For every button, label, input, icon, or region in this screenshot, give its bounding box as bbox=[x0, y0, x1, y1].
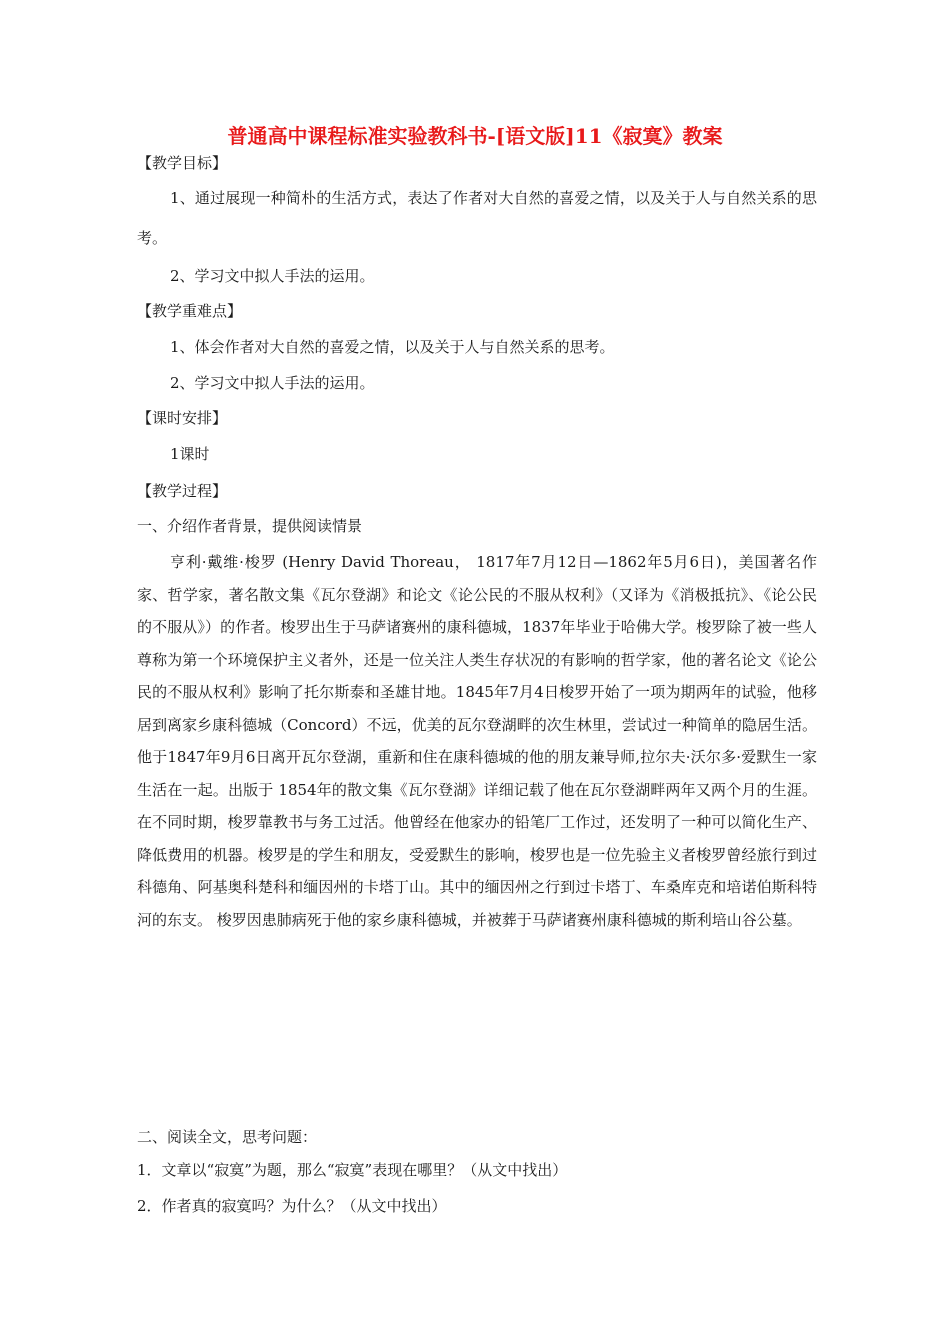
document-title: 普通高中课程标准实验教科书-[语文版]11《寂寞》教案 bbox=[227, 124, 723, 148]
class-hours-line: 1课时 bbox=[170, 445, 210, 463]
author-biography-paragraph: 亨利·戴维·梭罗 (Henry David Thoreau， 1817年7月12日—1862年5月6日)，美国著名作家、哲学家，著名散文集《瓦尔登湖》和论文《论公民的不服从权利》（又译为《消极抵抗》、《论公民的不服从》）的作者。梭罗出生于马萨诸赛州的康科德城，1837年毕业于哈佛大学。梭罗除了被一些人尊称为第一个环境保护主义者外，还是一位关注人类生存状况的有影响的哲学家，他的著名论文《论公民的不服从权利》影响了托尔斯泰和圣雄甘地。1845年7月4日梭罗开始了一项为期两年的试验，他移居到离家乡康科德城（Concord）不远，优美的瓦尔登湖畔的次生林里，尝试过一种简单的隐居生活。他于1847年9月6日离开瓦尔登湖，重新和住在康科德城的他的朋友兼导师,拉尔夫·沃尔多·爱默生一家生活在一起。出版于 1854年的散文集《瓦尔登湖》详细记载了他在瓦尔登湖畔两年又两个月的生涯。 在不同时期，梭罗靠教书与务工过活。他曾经在他家办的铅笔厂工作过，还发明了一种可以简化生产、降低费用的机器。梭罗是的学生和朋友，受爱默生的影响，梭罗也是一位先验主义者梭罗曾经旅行到过科德角、阿基奥科楚科和缅因州的卡塔丁山。其中的缅因州之行到过卡塔丁、车桑库克和培诺伯斯科特河的东支。 梭罗因患肺病死于他的家乡康科德城，并被葬于马萨诸赛州康科德城的斯利培山谷公墓。 bbox=[137, 553, 817, 929]
question-2-line: 2．作者真的寂寞吗？为什么？（从文中找出） bbox=[137, 1197, 447, 1215]
step-1-heading: 一、介绍作者背景，提供阅读情景 bbox=[137, 517, 363, 535]
key-point-2-line: 2、学习文中拟人手法的运用。 bbox=[170, 374, 375, 392]
section-heading-key-points: 【教学重难点】 bbox=[137, 302, 243, 320]
goal-2-line: 2、学习文中拟人手法的运用。 bbox=[170, 267, 375, 285]
question-1-line: 1．文章以“寂寞”为题，那么“寂寞”表现在哪里？（从文中找出） bbox=[137, 1161, 568, 1179]
step-2-heading: 二、阅读全文，思考问题： bbox=[137, 1128, 318, 1146]
key-point-1-line: 1、体会作者对大自然的喜爱之情，以及关于人与自然关系的思考。 bbox=[170, 338, 615, 356]
goal-1-paragraph: 1、通过展现一种简朴的生活方式，表达了作者对大自然的喜爱之情，以及关于人与自然关系的思考。 bbox=[137, 189, 817, 247]
section-heading-teaching-goals: 【教学目标】 bbox=[137, 154, 228, 172]
section-heading-schedule: 【课时安排】 bbox=[137, 409, 228, 427]
section-heading-process: 【教学过程】 bbox=[137, 482, 228, 500]
